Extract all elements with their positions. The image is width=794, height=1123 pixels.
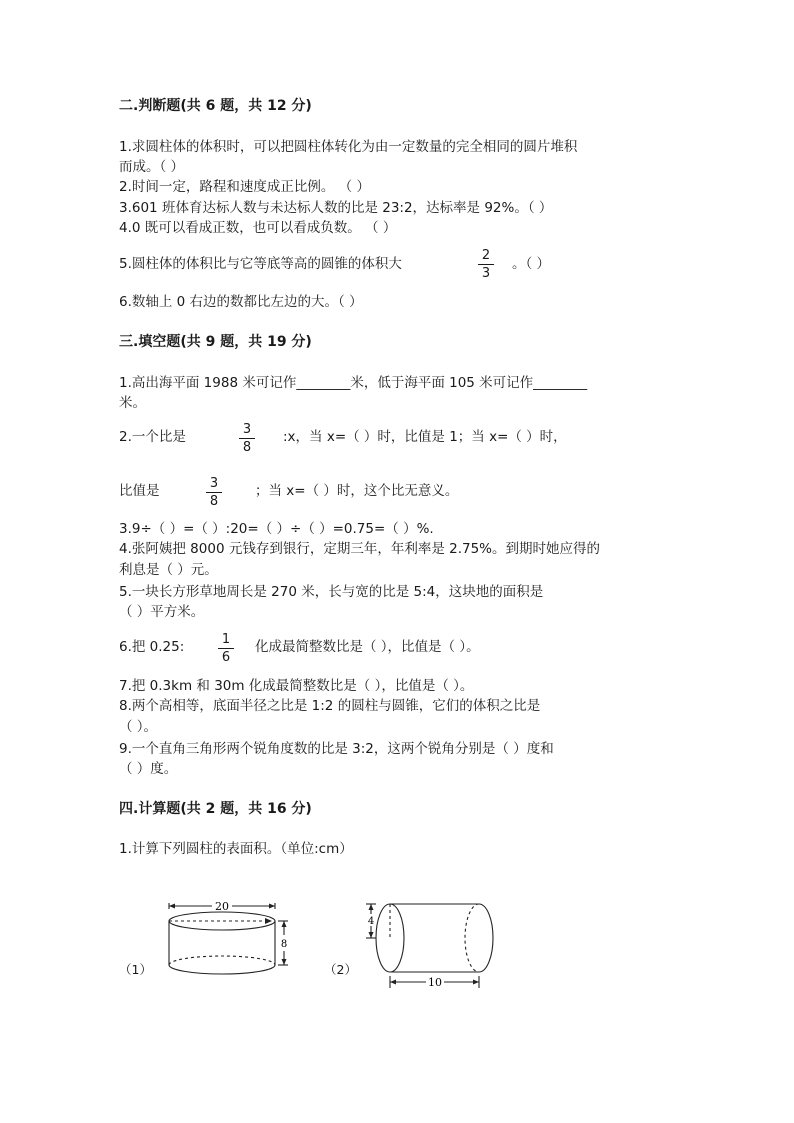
fill-q5-line1: 5.一块长方形草地周长是 270 米，长与宽的比是 5:4，这块地的面积是 — [119, 584, 544, 600]
fill-q1-line1: 1.高出海平面 1988 米可记作________米，低于海平面 105 米可记作________ — [119, 375, 588, 391]
judge-q5-fraction — [478, 249, 494, 281]
judge-q3: 3.601 班体育达标人数与未达标人数的比是 23:2，达标率是 92%。（ ） — [119, 200, 553, 216]
fill-q2b-text: 比值是 — [119, 483, 160, 499]
judge-q4: 4.0 既可以看成正数，也可以看成负数。 （ ） — [119, 220, 397, 236]
section-2-heading: 二.判断题(共 6 题，共 12 分) — [119, 98, 312, 114]
judge-q5-text: 5.圆柱体的体积比与它等底等高的圆锥的体积大 — [119, 256, 402, 272]
fill-q9-line1: 9.一个直角三角形两个锐角度数的比是 3:2，这两个锐角分别是（ ）度和 — [119, 741, 554, 757]
fraction-denominator: 8 — [209, 494, 219, 509]
fill-q6-fraction — [218, 633, 234, 665]
fill-q1-line2: 米。 — [119, 395, 146, 411]
fill-q2-fraction — [239, 423, 255, 455]
fraction-denominator: 6 — [221, 650, 231, 665]
fraction-numerator: 3 — [209, 476, 219, 491]
fraction-numerator: 2 — [481, 248, 491, 263]
fill-q6-tail: 化成最简整数比是（ ），比值是（ ）。 — [255, 639, 480, 655]
figure-2-height-label: 4 — [367, 916, 375, 927]
fill-q3: 3.9÷（ ）=（ ）:20=（ ）÷（ ）=0.75=（ ）%. — [119, 521, 434, 537]
judge-q5-tail: 。（ ） — [512, 256, 551, 272]
height-arrow-bottom — [282, 959, 287, 965]
figure-1-height-label: 8 — [280, 939, 288, 950]
height-arrow-top — [282, 921, 287, 927]
diameter-arrowhead — [265, 918, 272, 924]
fill-q8-line2: （ ）。 — [119, 719, 158, 735]
cylinder-figure-2 — [362, 894, 502, 996]
height-arrow-bottom — [369, 932, 374, 938]
calc-q1: 1.计算下列圆柱的表面积。（单位:cm） — [119, 841, 353, 857]
figure-1-label: （1） — [119, 962, 152, 977]
right-back-arc — [465, 904, 479, 972]
fill-q4-line2: 利息是（ ）元。 — [119, 562, 218, 578]
figure-2-length-label: 10 — [428, 976, 442, 989]
judge-q6: 6.数轴上 0 右边的数都比左边的大。（ ） — [119, 294, 363, 310]
figure-1-diameter-label: 20 — [215, 900, 229, 913]
figure-2-label: （2） — [324, 962, 357, 977]
fraction-numerator: 3 — [242, 422, 252, 437]
fill-q6-text: 6.把 0.25: — [119, 639, 185, 655]
fill-q5-line2: （ ）平方米。 — [119, 604, 205, 620]
fraction-bar — [478, 264, 494, 265]
section-4-heading: 四.计算题(共 2 题，共 16 分) — [119, 801, 312, 817]
fraction-bar — [239, 438, 255, 439]
fill-q8-line1: 8.两个高相等，底面半径之比是 1:2 的圆柱与圆锥，它们的体积之比是 — [119, 698, 541, 714]
dim-arrow-right — [269, 904, 275, 909]
fraction-denominator: 8 — [242, 440, 252, 455]
fraction-bar — [206, 492, 222, 493]
fill-q2b-fraction — [206, 477, 222, 509]
fill-q7: 7.把 0.3km 和 30m 化成最简整数比是（ ），比值是（ ）。 — [119, 678, 474, 694]
length-arrow-right — [473, 980, 479, 985]
left-ellipse — [376, 904, 404, 972]
dim-arrow-left — [169, 904, 175, 909]
cylinder-figure-1 — [160, 895, 295, 987]
bottom-back-arc — [169, 956, 275, 965]
bottom-front-arc — [169, 965, 275, 974]
fill-q9-line2: （ ）度。 — [119, 761, 178, 777]
fraction-denominator: 3 — [481, 266, 491, 281]
right-front-arc — [479, 904, 493, 972]
length-arrow-left — [390, 980, 396, 985]
height-arrow-top — [369, 904, 374, 910]
fill-q4-line1: 4.张阿姨把 8000 元钱存到银行，定期三年，年利率是 2.75%。到期时她应得的 — [119, 541, 600, 557]
judge-q1-line1: 1.求圆柱体的体积时，可以把圆柱体转化为由一定数量的完全相同的圆片堆积 — [119, 139, 578, 155]
fill-q2-text: 2.一个比是 — [119, 429, 186, 445]
section-3-heading: 三.填空题(共 9 题，共 19 分) — [119, 334, 312, 350]
fill-q2b-tail: ；当 x=（ ）时，这个比无意义。 — [255, 483, 459, 499]
fraction-numerator: 1 — [221, 632, 231, 647]
fill-q2-tail: :x，当 x=（ ）时，比值是 1；当 x=（ ）时， — [283, 429, 567, 445]
fraction-bar — [218, 648, 234, 649]
judge-q2: 2.时间一定，路程和速度成正比例。 （ ） — [119, 179, 370, 195]
judge-q1-line2: 而成。（ ） — [119, 159, 185, 175]
